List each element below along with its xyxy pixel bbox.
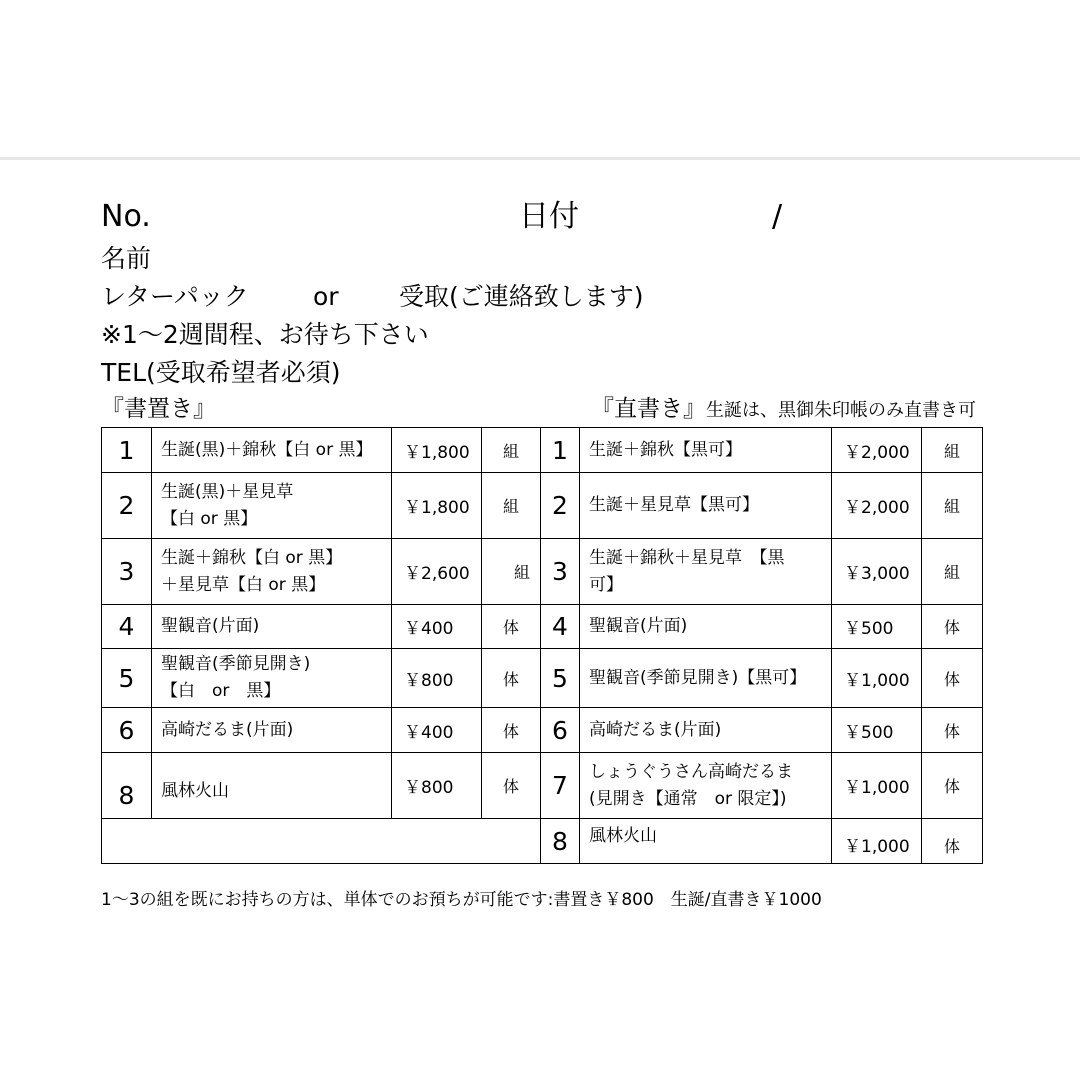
table-row	[102, 708, 541, 753]
date-label: 日付	[519, 199, 579, 234]
item-name	[152, 605, 392, 649]
item-price: ￥1,800	[392, 473, 482, 539]
tel-label: TEL(受取希望者必須)	[101, 358, 341, 387]
top-divider	[0, 157, 1080, 160]
item-line2: 可】	[589, 574, 623, 595]
item-price: ￥400	[392, 708, 482, 753]
table-row-empty	[102, 819, 541, 864]
item-line1: しょうぐうさん高崎だるま	[589, 761, 793, 782]
jikigaki-title: 『直書き』	[591, 396, 706, 422]
item-unit: 体	[482, 753, 541, 819]
table-row	[102, 428, 541, 473]
item-price: ￥1,000	[832, 819, 922, 864]
item-price: ￥1,000	[832, 649, 922, 708]
item-line2: 【白 or 黒】	[161, 508, 258, 529]
table-row	[541, 649, 983, 708]
row-number: 2	[541, 473, 580, 539]
row-number: 4	[102, 605, 152, 649]
table-row	[541, 428, 983, 473]
item-name	[580, 605, 832, 649]
table-row	[541, 473, 983, 539]
table-row	[541, 708, 983, 753]
kakioki-table	[101, 427, 541, 864]
empty-cell	[102, 819, 541, 864]
row-number: 6	[102, 708, 152, 753]
item-line1: 生誕＋星見草【黒可】	[589, 495, 759, 515]
item-unit: 体	[922, 605, 983, 649]
item-unit: 体	[922, 708, 983, 753]
item-unit: 体	[922, 753, 983, 819]
item-line1: 高崎だるま(片面)	[161, 719, 294, 740]
item-price: ￥2,600	[392, 539, 482, 605]
item-name	[580, 539, 832, 605]
jikigaki-title-note: 生誕は、黒御朱印帳のみ直書き可	[706, 400, 976, 421]
item-name	[152, 539, 392, 605]
item-name	[580, 473, 832, 539]
row-number: 2	[102, 473, 152, 539]
item-name	[152, 473, 392, 539]
table-row	[102, 539, 541, 605]
item-unit: 体	[922, 819, 983, 864]
item-name	[152, 708, 392, 753]
item-line1: 聖観音(片面)	[589, 616, 688, 636]
item-unit: 体	[482, 605, 541, 649]
delivery-or: or	[313, 282, 339, 311]
item-line1: 聖観音(季節見開き)	[161, 654, 311, 674]
item-name	[580, 819, 832, 864]
item-line1: 高崎だるま(片面)	[589, 719, 722, 740]
item-unit: 組	[922, 539, 983, 605]
item-price: ￥800	[392, 649, 482, 708]
item-price: ￥2,000	[832, 473, 922, 539]
item-price: ￥2,000	[832, 428, 922, 473]
item-name	[152, 649, 392, 708]
row-number: 3	[102, 539, 152, 605]
item-line1: 風林火山	[161, 781, 229, 801]
item-price: ￥500	[832, 708, 922, 753]
row-number: 7	[541, 753, 580, 819]
item-unit: 組	[922, 473, 983, 539]
table-row	[102, 605, 541, 649]
item-name	[580, 753, 832, 819]
item-line2: (見開き【通常 or 限定】)	[589, 788, 787, 809]
table-row	[102, 473, 541, 539]
table-row	[541, 605, 983, 649]
item-unit: 体	[482, 649, 541, 708]
row-number: 5	[102, 649, 152, 708]
item-unit: 組	[922, 428, 983, 473]
item-name	[152, 428, 392, 473]
jikigaki-table	[540, 427, 983, 864]
item-unit: 組	[482, 539, 541, 605]
wait-note: ※1～2週間程、お待ち下さい	[101, 320, 429, 349]
no-label: No.	[101, 199, 151, 234]
name-label: 名前	[101, 244, 152, 273]
row-number: 8	[541, 819, 580, 864]
item-line2: ＋星見草【白 or 黒】	[161, 574, 326, 595]
item-name	[580, 708, 832, 753]
item-line1: 聖観音(片面)	[161, 616, 260, 636]
footer-note: 1～3の組を既にお持ちの方は、単体でのお預ちが可能です:書置き￥800 生誕/直書き￥1000	[101, 890, 822, 910]
table-row	[541, 539, 983, 605]
row-number: 8	[102, 753, 152, 819]
kakioki-title: 『書置き』	[101, 396, 216, 422]
row-number: 6	[541, 708, 580, 753]
item-price: ￥1,000	[832, 753, 922, 819]
item-unit: 体	[482, 708, 541, 753]
jikigaki-heading	[591, 398, 976, 421]
delivery-option-pickup: 受取(ご連絡致します)	[399, 282, 644, 311]
row-number: 1	[102, 428, 152, 473]
item-line1: 風林火山	[589, 826, 657, 846]
item-line1: 生誕＋錦秋【白 or 黒】	[161, 547, 343, 568]
table-row	[541, 753, 983, 819]
item-name	[152, 753, 392, 819]
item-price: ￥3,000	[832, 539, 922, 605]
item-price: ￥500	[832, 605, 922, 649]
date-slash: /	[772, 199, 783, 234]
table-row	[102, 649, 541, 708]
item-line1: 生誕(黒)＋星見草	[161, 481, 294, 502]
item-line1: 生誕＋錦秋＋星見草 【黒	[589, 547, 785, 568]
row-number: 4	[541, 605, 580, 649]
item-name	[580, 649, 832, 708]
item-line1: 生誕＋錦秋【黒可】	[589, 439, 742, 460]
item-unit: 組	[482, 473, 541, 539]
item-price: ￥800	[392, 753, 482, 819]
item-line1: 生誕(黒)＋錦秋【白 or 黒】	[161, 439, 373, 460]
item-price: ￥1,800	[392, 428, 482, 473]
table-row	[541, 819, 983, 864]
item-line2: 【白 or 黒】	[161, 681, 281, 701]
table-row	[102, 753, 541, 819]
row-number: 1	[541, 428, 580, 473]
item-price: ￥400	[392, 605, 482, 649]
item-unit: 組	[482, 428, 541, 473]
item-name	[580, 428, 832, 473]
row-number: 3	[541, 539, 580, 605]
delivery-option-letterpack: レターパック	[101, 282, 249, 311]
row-number: 5	[541, 649, 580, 708]
item-line1: 聖観音(季節見開き)【黒可】	[589, 667, 807, 688]
item-unit: 体	[922, 649, 983, 708]
